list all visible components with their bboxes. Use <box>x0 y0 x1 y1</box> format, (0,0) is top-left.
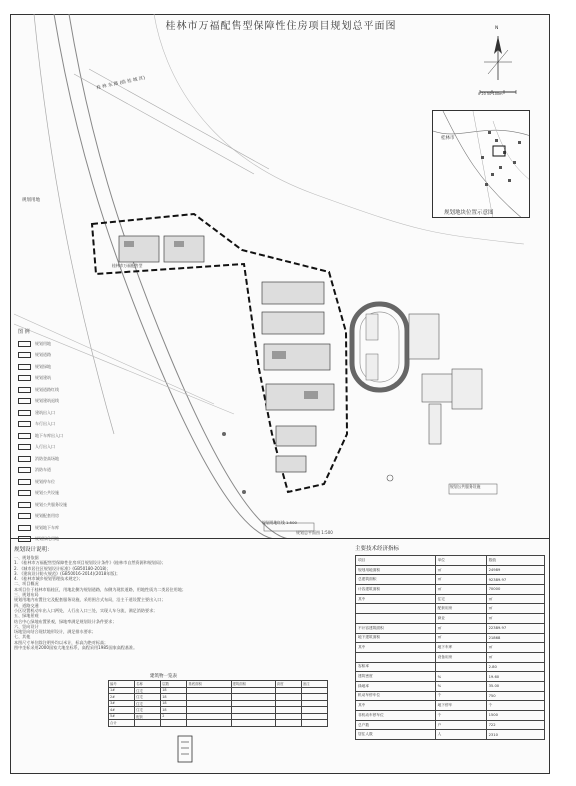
note-line: 4. 《桂林市城乡规划管理技术规定》； <box>14 576 83 582</box>
table-row: 设备用房 ㎡ <box>356 652 545 662</box>
building-table <box>108 680 328 727</box>
page-title: 桂林市万福配售型保障性住房项目规划总平面图 <box>165 21 397 32</box>
table-row: 容积率 2.80 <box>356 662 545 672</box>
legend-item: 规划绿地 <box>18 361 88 373</box>
note-line: 图中坐标采用2000国家大地坐标系，高程采用1985国家高程基准。 <box>14 645 138 651</box>
tech-econ-indicators <box>355 544 547 740</box>
note-line: 四、道路交通 <box>14 602 39 608</box>
table-row: 建筑密度 % 19.60 <box>356 672 545 682</box>
map-annotation: 规划公共服务设施 <box>450 484 481 489</box>
table-row: 居住人数 人 2310 <box>356 730 545 740</box>
note-line: 场地竖向结合现状地形设计，满足排水要求； <box>14 629 96 635</box>
table-row: 规划用地面积 ㎡ 24989 <box>356 565 545 575</box>
notes-title: 规划设计说明： <box>14 547 53 553</box>
note-line: 结合中心绿地布置景观，绿地率满足规划设计条件要求； <box>14 618 117 624</box>
legend-item: 规划停车位 <box>18 476 88 488</box>
map-annotation: 桂林市万福配售型 <box>112 263 143 268</box>
stamp-icon <box>176 734 194 764</box>
note-line: 一、规划依据 <box>14 555 39 560</box>
site-plan-map <box>14 14 524 539</box>
table-row: 其中 地下停车 个 <box>356 701 545 711</box>
econ-table <box>355 555 545 740</box>
legend-item: 规划配套用房 <box>18 511 88 523</box>
legend-item: 车行出入口 <box>18 419 88 431</box>
table-row: 非机动车停车位 个 1500 <box>356 711 545 721</box>
legend-item: 消防车道 <box>18 465 88 477</box>
divider <box>10 538 550 539</box>
table-row: 1# 住宅 18 <box>109 687 328 694</box>
table-row: 计容建筑面积 ㎡ 70000 <box>356 585 545 595</box>
table-row: 地下建筑面积 ㎡ 21868 <box>356 633 545 643</box>
note-line: 二、项目概况 <box>14 581 39 587</box>
legend-item: 地下车库出入口 <box>18 430 88 442</box>
note-line: 六、竖向设计 <box>14 623 39 629</box>
table-row: 总户数 户 722 <box>356 720 545 730</box>
table-row: 编号 名称 层数 基底面积 建筑面积 高度 备注 <box>109 681 328 688</box>
legend-item: 规划公共服务设施 <box>18 499 88 511</box>
legend <box>18 328 88 545</box>
compass-north-label: N <box>495 26 499 31</box>
table-row: 其中 住宅 ㎡ <box>356 594 545 604</box>
table-row: 5# 配套 2 <box>109 713 328 720</box>
legend-item: 规划建筑 <box>18 373 88 385</box>
note-line: 小区设置机动车出入口两处，人行出入口三处，实现人车分流，满足消防要求； <box>14 607 158 613</box>
scale-label: 规划总平面图 1:500 <box>296 530 333 535</box>
building-table-title: 建筑物一览表 <box>150 674 177 679</box>
design-notes <box>14 545 349 650</box>
note-line: 2. 《城市居住区规划设计标准》(GB50180-2018)； <box>14 565 111 571</box>
legend-item: 消防登高场地 <box>18 453 88 465</box>
legend-item: 规划建筑退线 <box>18 396 88 408</box>
legend-item: 人行出入口 <box>18 442 88 454</box>
table-row: 其中 地下车库 ㎡ <box>356 643 545 653</box>
inset-caption: 规划地块位置示意图 <box>444 210 494 216</box>
table-row: 4# 住宅 18 <box>109 707 328 714</box>
table-row: 项目 单位 数值 <box>356 556 545 566</box>
table-row: 3# 住宅 18 <box>109 700 328 707</box>
econ-table-title: 主要技术经济指标 <box>355 546 400 552</box>
table-row: 机动车停车位 个 750 <box>356 691 545 701</box>
table-row: 绿地率 % 35.00 <box>356 681 545 691</box>
table-row: 商业 ㎡ <box>356 614 545 624</box>
legend-item: 规划地下车库 <box>18 522 88 534</box>
table-row: 总建筑面积 ㎡ 92389.97 <box>356 575 545 585</box>
note-line: 七、其他 <box>14 634 31 640</box>
table-row: 不计容建筑面积 ㎡ 22389.97 <box>356 623 545 633</box>
legend-item: 规划公共设施 <box>18 488 88 500</box>
note-line: 三、规划布局 <box>14 592 39 598</box>
legend-item: 建筑出入口 <box>18 407 88 419</box>
legend-title: 图 例 <box>18 329 30 335</box>
road-label: 桂 林 东 路 (临 桂 城 区) <box>96 75 146 92</box>
legend-item: 规划道路红线 <box>18 384 88 396</box>
note-line: 3. 《建筑设计防火规范》(GB50016-2014)(2018年版)； <box>14 570 121 576</box>
compass-scale-text: 0 20 50 100m <box>478 92 503 96</box>
table-row: 2# 住宅 18 <box>109 694 328 701</box>
note-line: 1. 《桂林市万福配售型保障性住房项目规划设计条件》(桂林市自然资源和规划局)； <box>14 560 166 566</box>
location-inset-map <box>432 110 530 218</box>
table-row: 配套用房 ㎡ <box>356 604 545 614</box>
legend-item: 规划绿化用地 <box>18 534 88 546</box>
note-line: 本项目位于桂林市临桂区，用地北侧为规划道路，东侧为现状道路，用地性质为二类居住用地； <box>14 586 186 592</box>
note-line: 本图尺寸单位除注明外均以米计，标高为绝对标高； <box>14 639 109 645</box>
inset-map-label: 桂林市 <box>441 136 455 141</box>
note-line: 五、绿地景观 <box>14 613 39 619</box>
legend-item: 规划道路 <box>18 350 88 362</box>
map-annotation: 规划用地 <box>22 198 40 203</box>
legend-item: 规划用地 <box>18 338 88 350</box>
note-line: 规划用地内布置住宅及配套服务设施，采用围合式布局，沿主干道设置主要出入口； <box>14 597 166 603</box>
map-annotation: 规划用地红线 1:500 <box>262 520 297 525</box>
table-row: 合计 <box>109 720 328 727</box>
